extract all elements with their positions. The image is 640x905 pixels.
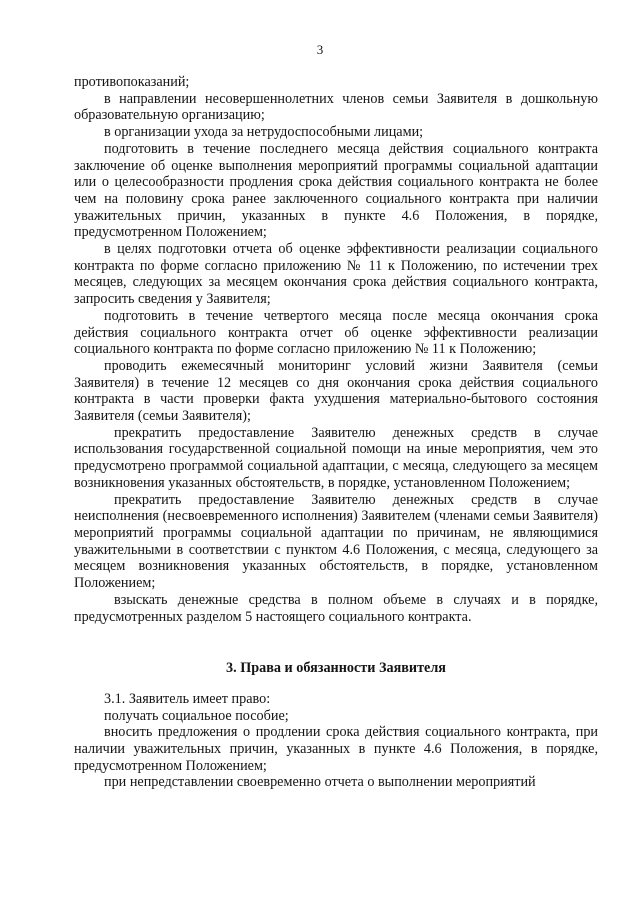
paragraph: подготовить в течение четвертого месяца после месяца окончания срока действия социального контракта отчет об оценке эффективности реализации социального контракта по форме согласно приложению № 11 к Положению; xyxy=(74,307,598,358)
document-body xyxy=(74,74,598,791)
paragraph: прекратить предоставление Заявителю денежных средств в случае использования государственной социальной помощи на иные мероприятия, чем это предусмотрено программой социальной адаптации, с месяца, следующего за месяцем возникновения указанных обстоятельств, в порядке, установленном Положением; xyxy=(74,424,598,491)
paragraph: в целях подготовки отчета об оценке эффективности реализации социального контракта по форме согласно приложению № 11 к Положению, по истечении трех месяцев, следующих за месяцем окончания срока действия социального контракта, запросить сведения у Заявителя; xyxy=(74,241,598,308)
paragraph: при непредставлении своевременно отчета о выполнении мероприятий xyxy=(104,774,536,791)
paragraph: противопоказаний; xyxy=(74,74,190,90)
paragraph: получать социальное пособие; xyxy=(104,707,289,724)
paragraph: 3.1. Заявитель имеет право: xyxy=(104,690,271,707)
paragraph: вносить предложения о продлении срока действия социального контракта, при наличии уважительных причин, указанных в пункте 4.6 Положения, в порядке, предусмотренном Положением; xyxy=(74,724,598,774)
paragraph: подготовить в течение последнего месяца действия социального контракта заключение об оценке выполнения мероприятий программы социальной адаптации или о целесообразности продления срока действия социального контракта не более чем на половину срока ранее заключенного социального контракта при наличии уважительных причин, указанных в пункте 4.6 Положения, в порядке, предусмотренном Положением; xyxy=(74,140,598,241)
paragraph: проводить ежемесячный мониторинг условий жизни Заявителя (семьи Заявителя) в течение 12 месяцев со дня окончания срока действия социального контракта в части проверки факта ухудшения материально-бытового состояния Заявителя (семьи Заявителя); xyxy=(74,357,598,425)
paragraph: в организации ухода за нетрудоспособными лицами; xyxy=(104,124,424,141)
paragraph: в направлении несовершеннолетних членов семьи Заявителя в дошкольную образовательную организацию; xyxy=(74,90,598,124)
paragraph: взыскать денежные средства в полном объеме в случаях и в порядке, предусмотренных разделом 5 настоящего социального контракта. xyxy=(74,591,598,625)
paragraph: прекратить предоставление Заявителю денежных средств в случае неисполнения (несвоевременного исполнения) Заявителем (членами семьи Заявителя) мероприятий программы социальной адаптации по причинам, не являющимися уважительными в соответствии с пунктом 4.6 Положения, с месяца, следующего за месяцем возникновения указанных обстоятельств, в порядке, установленном Положением; xyxy=(74,491,598,592)
page-number: 3 xyxy=(316,42,324,57)
section-title: 3. Права и обязанности Заявителя xyxy=(226,660,446,677)
